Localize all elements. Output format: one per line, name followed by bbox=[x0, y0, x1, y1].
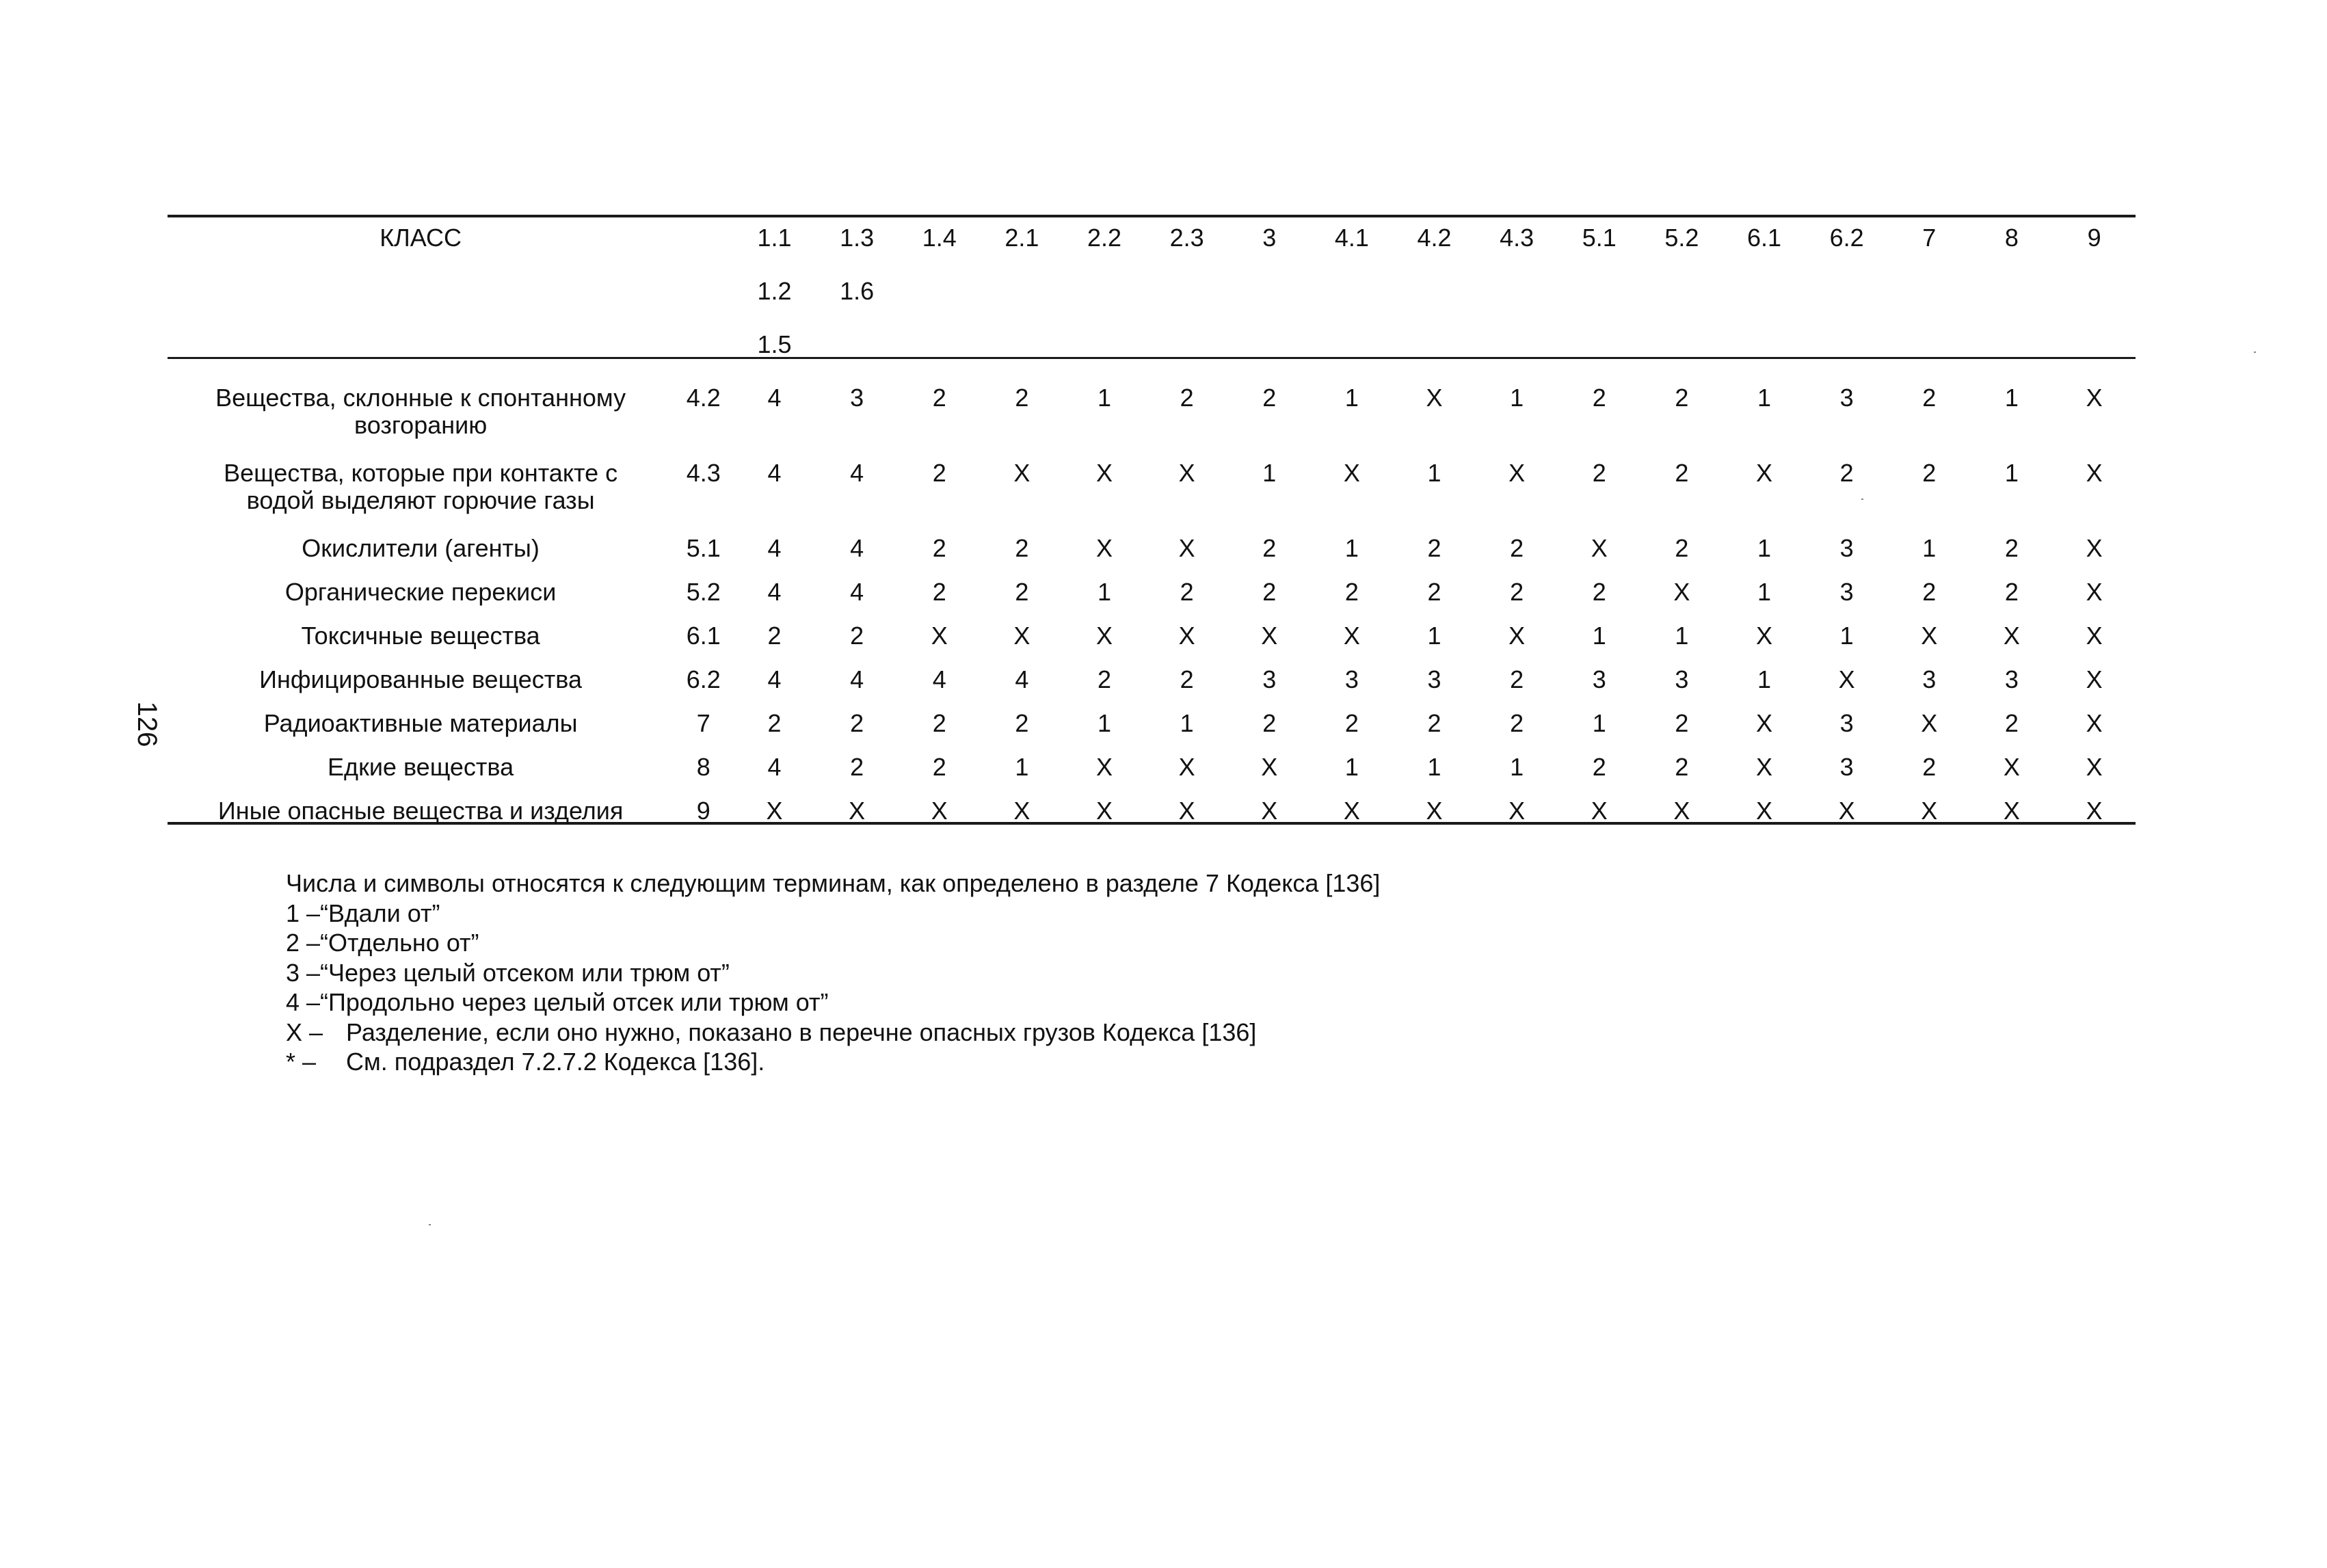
table-cell: 4 bbox=[767, 534, 782, 562]
table-cell: 1 bbox=[2004, 459, 2019, 487]
header-class-cell: 6.2 bbox=[1829, 224, 1864, 252]
table-cell: 3 bbox=[2004, 665, 2019, 693]
row-class-code: 9 bbox=[696, 797, 710, 825]
table-cell: X bbox=[1343, 622, 1360, 650]
table-cell: 2 bbox=[1922, 753, 1937, 781]
table-cell: X bbox=[1426, 384, 1443, 412]
table-cell: X bbox=[766, 797, 783, 825]
header-class-cell: 1.6 bbox=[840, 277, 875, 305]
legend-items bbox=[286, 899, 1380, 1077]
header-class-cell: 3 bbox=[1262, 224, 1277, 252]
header-class-cell bbox=[1971, 271, 2053, 324]
table-cell: 2 bbox=[850, 709, 864, 737]
table-cell: 2 bbox=[1839, 459, 1854, 487]
legend-item bbox=[286, 958, 1380, 988]
table-cell: X bbox=[1508, 622, 1526, 650]
table-cell: 4 bbox=[850, 665, 864, 693]
row-class-code: 4.2 bbox=[686, 384, 721, 412]
header-class-cell bbox=[981, 271, 1063, 324]
header-class-cell: 9 bbox=[2087, 224, 2101, 252]
table-cell: 2 bbox=[767, 622, 782, 650]
row-class-code: 4.3 bbox=[686, 459, 721, 487]
table-cell: X bbox=[1261, 797, 1278, 825]
table-cell: 3 bbox=[1922, 665, 1937, 693]
header-row bbox=[168, 271, 2136, 324]
table-cell: 4 bbox=[767, 665, 782, 693]
table-cell: 2 bbox=[1510, 578, 1524, 606]
table-cell: X bbox=[1261, 753, 1278, 781]
table-cell: 4 bbox=[767, 384, 782, 412]
table-cell: 2 bbox=[1098, 665, 1112, 693]
row-class-code: 8 bbox=[696, 753, 710, 781]
table-cell: 2 bbox=[1922, 384, 1937, 412]
page-number: 126 bbox=[132, 701, 162, 747]
table-row bbox=[168, 525, 2136, 569]
table-cell: 2 bbox=[1592, 578, 1606, 606]
header-class-cell bbox=[1888, 271, 1971, 324]
scan-speck bbox=[2254, 351, 2256, 353]
table-cell: X bbox=[931, 622, 948, 650]
header-class-cell bbox=[1145, 324, 1228, 375]
table-cell: X bbox=[1756, 622, 1773, 650]
table-cell: X bbox=[1178, 534, 1195, 562]
row-substance-name: Вещества, склонные к спонтанному возгоранию bbox=[215, 384, 626, 439]
legend bbox=[286, 868, 1380, 1077]
table-cell: 1 bbox=[1344, 753, 1359, 781]
table-cell: 4 bbox=[767, 578, 782, 606]
table-cell: X bbox=[1591, 534, 1608, 562]
header-class-cell bbox=[1640, 271, 1723, 324]
table-cell: 1 bbox=[1922, 534, 1937, 562]
table-cell: 2 bbox=[1262, 578, 1277, 606]
header-class-cell bbox=[981, 324, 1063, 375]
table-cell: 3 bbox=[1592, 665, 1606, 693]
header-class-cell bbox=[1723, 271, 1806, 324]
table-cell: 1 bbox=[1757, 534, 1772, 562]
table-cell: 2 bbox=[1427, 534, 1441, 562]
table-cell: X bbox=[2086, 459, 2103, 487]
table-cell: 2 bbox=[1510, 534, 1524, 562]
table-row bbox=[168, 375, 2136, 450]
table-cell: X bbox=[1508, 797, 1526, 825]
table-cell: X bbox=[1178, 459, 1195, 487]
table-row bbox=[168, 744, 2136, 788]
legend-symbol: 3 – bbox=[286, 958, 321, 987]
legend-description: “Отдельно от” bbox=[320, 929, 479, 957]
table-cell: 1 bbox=[1427, 459, 1441, 487]
row-class-code: 5.2 bbox=[686, 578, 721, 606]
legend-item bbox=[286, 1047, 1380, 1077]
table-cell: X bbox=[2086, 622, 2103, 650]
table-cell: 3 bbox=[1839, 578, 1854, 606]
table-cell: X bbox=[1756, 459, 1773, 487]
table-cell: 2 bbox=[1427, 709, 1441, 737]
legend-item bbox=[286, 987, 1380, 1018]
table-cell: X bbox=[1096, 459, 1113, 487]
table-cell: 2 bbox=[1262, 384, 1277, 412]
header-class-cell bbox=[1888, 324, 1971, 375]
table-cell: 2 bbox=[1592, 459, 1606, 487]
header-class-cell: 8 bbox=[2004, 224, 2019, 252]
table-cell: 1 bbox=[1757, 578, 1772, 606]
table-cell: 2 bbox=[1344, 578, 1359, 606]
table-row bbox=[168, 656, 2136, 700]
table-cell: 2 bbox=[1675, 384, 1689, 412]
table-cell: 1 bbox=[1015, 753, 1029, 781]
table-cell: 2 bbox=[1922, 578, 1937, 606]
header-empty-cell bbox=[168, 271, 674, 324]
header-class-cell: 5.2 bbox=[1664, 224, 1699, 252]
scan-speck bbox=[429, 1224, 431, 1225]
table-cell: X bbox=[2086, 578, 2103, 606]
header-class-cell bbox=[1228, 324, 1311, 375]
row-substance-name: Токсичные вещества bbox=[301, 622, 540, 650]
table-cell: 1 bbox=[1427, 753, 1441, 781]
table-cell: 1 bbox=[1757, 384, 1772, 412]
table-cell: 1 bbox=[1675, 622, 1689, 650]
table-cell: X bbox=[2086, 665, 2103, 693]
table-cell: X bbox=[1921, 622, 1938, 650]
table-cell: 2 bbox=[2004, 534, 2019, 562]
row-substance-name: Радиоактивные материалы bbox=[263, 709, 578, 737]
table-cell: 4 bbox=[850, 534, 864, 562]
header-class-cell: 7 bbox=[1922, 224, 1937, 252]
table-cell: X bbox=[2086, 384, 2103, 412]
table-cell: 2 bbox=[932, 709, 946, 737]
table-cell: X bbox=[931, 797, 948, 825]
table-cell: 1 bbox=[1592, 709, 1606, 737]
table-cell: 2 bbox=[1675, 753, 1689, 781]
table-cell: 2 bbox=[1180, 578, 1194, 606]
header-class-cell: 1.5 bbox=[757, 330, 792, 358]
header-row bbox=[168, 217, 2136, 271]
legend-item bbox=[286, 928, 1380, 958]
header-class-cell bbox=[1311, 324, 1394, 375]
table-cell: 2 bbox=[1510, 665, 1524, 693]
table-cell: 4 bbox=[1015, 665, 1029, 693]
table-cell: 3 bbox=[1262, 665, 1277, 693]
header-empty-cell bbox=[674, 271, 733, 324]
table-cell: 2 bbox=[1592, 753, 1606, 781]
table-cell: X bbox=[1673, 578, 1690, 606]
table-cell: X bbox=[1756, 753, 1773, 781]
header-class-cell: 2.3 bbox=[1169, 224, 1204, 252]
legend-description: “Через целый отсеком или трюм от” bbox=[320, 958, 730, 987]
table-cell: 1 bbox=[1344, 534, 1359, 562]
table-cell: X bbox=[849, 797, 866, 825]
header-class-label: КЛАСС bbox=[380, 224, 462, 252]
table-cell: X bbox=[1013, 622, 1030, 650]
table-cell: X bbox=[1096, 753, 1113, 781]
table-cell: 2 bbox=[932, 534, 946, 562]
table-cell: 3 bbox=[1839, 534, 1854, 562]
row-class-code: 6.1 bbox=[686, 622, 721, 650]
header-class-cell: 1.2 bbox=[757, 277, 792, 305]
table-cell: X bbox=[1096, 797, 1113, 825]
table-cell: 2 bbox=[1592, 384, 1606, 412]
table-row bbox=[168, 788, 2136, 832]
header-class-cell: 4.3 bbox=[1500, 224, 1534, 252]
header-class-cell bbox=[1393, 324, 1476, 375]
header-class-cell bbox=[1063, 271, 1146, 324]
table-cell: 1 bbox=[1839, 622, 1854, 650]
table-cell: 2 bbox=[1262, 534, 1277, 562]
header-class-cell bbox=[1228, 271, 1311, 324]
table-row bbox=[168, 700, 2136, 744]
legend-symbol: * – bbox=[286, 1048, 317, 1076]
table-cell: 2 bbox=[1015, 578, 1029, 606]
legend-intro: Числа и символы относятся к следующим терминам, как определено в разделе 7 Кодекса [136] bbox=[286, 869, 1381, 897]
table-cell: X bbox=[1096, 534, 1113, 562]
table-cell: 1 bbox=[1510, 384, 1524, 412]
table-cell: X bbox=[2003, 622, 2020, 650]
table-cell: 2 bbox=[2004, 578, 2019, 606]
table-cell: 3 bbox=[1839, 709, 1854, 737]
table-cell: 4 bbox=[767, 753, 782, 781]
legend-description: “Вдали от” bbox=[320, 899, 440, 927]
table-cell: X bbox=[1838, 797, 1855, 825]
table-cell: X bbox=[2003, 753, 2020, 781]
header-class-cell bbox=[1476, 271, 1558, 324]
table-cell: 3 bbox=[1839, 384, 1854, 412]
header-class-cell bbox=[1476, 324, 1558, 375]
header-class-cell bbox=[2053, 324, 2136, 375]
table-cell: 4 bbox=[850, 578, 864, 606]
table-cell: 1 bbox=[1180, 709, 1194, 737]
row-substance-name: Вещества, которые при контакте с водой выделяют горючие газы bbox=[224, 459, 618, 514]
table-cell: X bbox=[1178, 797, 1195, 825]
table-cell: 3 bbox=[1344, 665, 1359, 693]
table-cell: 2 bbox=[932, 384, 946, 412]
header-class-cell bbox=[1640, 324, 1723, 375]
table-cell: 1 bbox=[1592, 622, 1606, 650]
table-cell: 1 bbox=[1098, 709, 1112, 737]
table-cell: 2 bbox=[850, 753, 864, 781]
header-class-cell bbox=[1558, 324, 1640, 375]
table-cell: 2 bbox=[932, 459, 946, 487]
header-class-cell bbox=[1145, 271, 1228, 324]
header-class-cell bbox=[1971, 324, 2053, 375]
table-cell: X bbox=[1426, 797, 1443, 825]
legend-description: См. подраздел 7.2.7.2 Кодекса [136]. bbox=[346, 1048, 765, 1076]
header-class-cell bbox=[898, 271, 981, 324]
row-class-code: 7 bbox=[696, 709, 710, 737]
header-class-cell bbox=[898, 324, 981, 375]
table-cell: X bbox=[1756, 797, 1773, 825]
header-class-cell: 1.3 bbox=[840, 224, 875, 252]
row-class-code: 5.1 bbox=[686, 534, 721, 562]
legend-symbol: 2 – bbox=[286, 929, 321, 957]
table-cell: 1 bbox=[1098, 578, 1112, 606]
table-cell: 2 bbox=[2004, 709, 2019, 737]
legend-symbol: X – bbox=[286, 1018, 323, 1046]
row-substance-name: Окислители (агенты) bbox=[302, 534, 540, 562]
table-cell: 3 bbox=[850, 384, 864, 412]
table-cell: X bbox=[1673, 797, 1690, 825]
table-cell: 2 bbox=[932, 753, 946, 781]
table-cell: 2 bbox=[932, 578, 946, 606]
table-cell: X bbox=[1261, 622, 1278, 650]
table-cell: X bbox=[2003, 797, 2020, 825]
header-class-cell bbox=[1063, 324, 1146, 375]
table-cell: 3 bbox=[1675, 665, 1689, 693]
table-row bbox=[168, 450, 2136, 525]
table-cell: X bbox=[1838, 665, 1855, 693]
table-cell: 2 bbox=[1015, 534, 1029, 562]
table-cell: 1 bbox=[2004, 384, 2019, 412]
table-cell: X bbox=[1343, 459, 1360, 487]
table-cell: X bbox=[2086, 753, 2103, 781]
header-class-cell bbox=[1393, 271, 1476, 324]
header-class-cell bbox=[2053, 271, 2136, 324]
table-cell: X bbox=[2086, 709, 2103, 737]
header-class-cell bbox=[1558, 271, 1640, 324]
table-cell: 2 bbox=[1675, 709, 1689, 737]
table-cell: 3 bbox=[1427, 665, 1441, 693]
table-cell: X bbox=[1013, 797, 1030, 825]
table-cell: X bbox=[1591, 797, 1608, 825]
table-cell: 2 bbox=[850, 622, 864, 650]
table-cell: 2 bbox=[1180, 665, 1194, 693]
header-class-cell: 5.1 bbox=[1582, 224, 1617, 252]
legend-item bbox=[286, 1018, 1380, 1048]
row-substance-name: Инфицированные вещества bbox=[259, 665, 583, 693]
legend-description: Разделение, если оно нужно, показано в перечне опасных грузов Кодекса [136] bbox=[346, 1018, 1257, 1046]
table-cell: 2 bbox=[1427, 578, 1441, 606]
header-class-cell bbox=[1723, 324, 1806, 375]
table-cell: 4 bbox=[932, 665, 946, 693]
legend-item bbox=[286, 899, 1380, 929]
header-class-cell bbox=[1311, 271, 1394, 324]
table-cell: 2 bbox=[767, 709, 782, 737]
header-class-cell bbox=[816, 324, 899, 375]
table-cell: X bbox=[2086, 797, 2103, 825]
table-cell: X bbox=[1921, 797, 1938, 825]
table-row bbox=[168, 569, 2136, 613]
segregation-table bbox=[168, 217, 2136, 832]
table-cell: X bbox=[2086, 534, 2103, 562]
header-class-cell: 6.1 bbox=[1747, 224, 1782, 252]
table-cell: 2 bbox=[1922, 459, 1937, 487]
row-substance-name: Иные опасные вещества и изделия bbox=[217, 797, 624, 825]
table-cell: 2 bbox=[1675, 534, 1689, 562]
header-empty-cell bbox=[674, 324, 733, 375]
table-cell: 4 bbox=[767, 459, 782, 487]
header-class-cell: 4.2 bbox=[1417, 224, 1452, 252]
header-class-cell: 1.4 bbox=[922, 224, 957, 252]
table-cell: X bbox=[1178, 622, 1195, 650]
header-class-cell bbox=[1805, 324, 1888, 375]
table-cell: 2 bbox=[1180, 384, 1194, 412]
scan-speck bbox=[1861, 499, 1863, 500]
header-empty-cell bbox=[168, 324, 674, 375]
header-empty-cell bbox=[674, 217, 733, 271]
table-cell: 1 bbox=[1427, 622, 1441, 650]
table-cell: X bbox=[1178, 753, 1195, 781]
row-class-code: 6.2 bbox=[686, 665, 721, 693]
table-cell: 2 bbox=[1344, 709, 1359, 737]
header-class-cell: 4.1 bbox=[1334, 224, 1369, 252]
table-cell: X bbox=[1343, 797, 1360, 825]
table-cell: 1 bbox=[1344, 384, 1359, 412]
header-row bbox=[168, 324, 2136, 375]
row-substance-name: Органические перекиси bbox=[284, 578, 557, 606]
table-cell: 2 bbox=[1015, 709, 1029, 737]
header-class-cell: 2.2 bbox=[1087, 224, 1122, 252]
table-cell: 2 bbox=[1510, 709, 1524, 737]
table-cell: 2 bbox=[1015, 384, 1029, 412]
header-class-cell: 2.1 bbox=[1005, 224, 1039, 252]
table-cell: 2 bbox=[1262, 709, 1277, 737]
table-cell: 2 bbox=[1675, 459, 1689, 487]
table-cell: X bbox=[1756, 709, 1773, 737]
table-cell: X bbox=[1013, 459, 1030, 487]
table-cell: 4 bbox=[850, 459, 864, 487]
legend-description: “Продольно через целый отсек или трюм от” bbox=[320, 988, 829, 1016]
table-cell: 1 bbox=[1757, 665, 1772, 693]
table-cell: X bbox=[1921, 709, 1938, 737]
table-cell: X bbox=[1508, 459, 1526, 487]
table-cell: 1 bbox=[1098, 384, 1112, 412]
table-cell: 1 bbox=[1262, 459, 1277, 487]
header-class-cell bbox=[1805, 271, 1888, 324]
legend-symbol: 4 – bbox=[286, 988, 321, 1016]
legend-symbol: 1 – bbox=[286, 899, 321, 927]
table-cell: X bbox=[1096, 622, 1113, 650]
table-row bbox=[168, 613, 2136, 656]
header-class-cell: 1.1 bbox=[757, 224, 792, 252]
table-cell: 1 bbox=[1510, 753, 1524, 781]
row-substance-name: Едкие вещества bbox=[328, 753, 514, 781]
table-cell: 3 bbox=[1839, 753, 1854, 781]
